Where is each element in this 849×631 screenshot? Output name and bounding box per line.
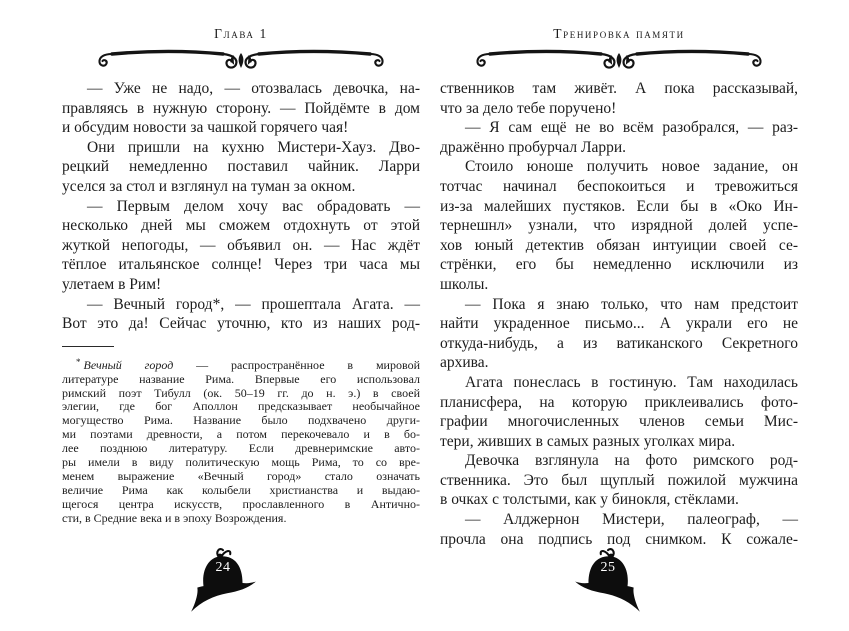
text-line: и обсудим новости за чашкой горячего чая! bbox=[62, 119, 349, 137]
footnote-marker: * bbox=[76, 356, 81, 367]
footnote-separator bbox=[62, 346, 114, 347]
text-line: несколько дней мы сможем отдохнуть от этой bbox=[62, 217, 420, 235]
text-line: уселся за стол и взглянул на туман за окном. bbox=[62, 177, 356, 195]
footnote-term: Вечный город bbox=[83, 357, 174, 372]
text-line: рецкий немедленно поставил чайник. Ларри bbox=[62, 158, 420, 176]
text-line: — Первым делом хочу вас обрадовать — bbox=[87, 197, 420, 215]
footnote-first-line bbox=[62, 356, 420, 373]
text-line: стрёнки, его бы немедленно исключили из bbox=[440, 256, 798, 274]
text-line: тери, живших в самых разных уголках мира. bbox=[440, 432, 736, 450]
text-line: Вот это да! Сейчас уточню, кто из наших род- bbox=[62, 315, 420, 333]
text-line: найти украденное письмо... А украли его не bbox=[440, 315, 798, 333]
footnote-line: ми поэтами древности, а потом перекочевало и в бо- bbox=[62, 427, 420, 442]
footnote-line: римский поэт Тибулл (ок. 50–19 гг. до н. э.) в своей bbox=[62, 385, 420, 400]
right-page bbox=[440, 26, 798, 549]
text-line: Девочка взглянула на фото римского род- bbox=[465, 452, 798, 470]
detective-hat-icon bbox=[573, 546, 643, 620]
text-line: Они пришли на кухню Мистери-Хауз. Дво- bbox=[87, 138, 420, 156]
footnote-line: щегося центра искусств, прославленного в Антично- bbox=[62, 496, 420, 511]
footnote-line: менем выражение «Вечный город» стало означать bbox=[62, 468, 420, 483]
text-line: — Вечный город*, — прошептала Агата. — bbox=[87, 295, 420, 313]
left-page bbox=[62, 26, 420, 526]
text-line: архива. bbox=[440, 354, 489, 372]
text-line: улетаем в Рим! bbox=[62, 275, 162, 293]
text-line: графии многочисленных членов семьи Мис- bbox=[440, 413, 798, 431]
footnote-line: могущество Рима. Название было подхвачено други- bbox=[62, 413, 420, 428]
text-line: тёплое итальянское солнце! Через три часа мы bbox=[62, 256, 420, 274]
text-line: дражённо пробурчал Ларри. bbox=[440, 138, 627, 156]
text-line: правляясь в нужную сторону. — Пойдёмте в дом bbox=[62, 99, 420, 117]
text-line: в очках с толстыми, как у бинокля, стёклами. bbox=[440, 491, 739, 509]
text-line: хов юный детектив обязан интуиции своей се- bbox=[440, 236, 798, 254]
right-page-body bbox=[440, 79, 798, 549]
text-line: Агата понеслась в гостиную. Там находилась bbox=[465, 373, 798, 391]
flourish-divider-icon bbox=[474, 44, 764, 74]
text-line: жуткой непогоды, — объявил он. — Нас ждёт bbox=[62, 236, 420, 254]
text-line: ственника. Это был щуплый пожилой мужчина bbox=[440, 471, 798, 489]
footnote bbox=[62, 356, 420, 526]
text-line: что за дело тебе поручено! bbox=[440, 99, 617, 117]
footnote-line: элегии, где бог Аполлон предсказывает необычайное bbox=[62, 399, 420, 414]
flourish-divider-icon bbox=[96, 44, 386, 74]
footnote-lines bbox=[62, 373, 420, 526]
text-line: планисфера, на которую приклеивались фото- bbox=[440, 393, 798, 411]
chapter-title-header: Тренировка памяти bbox=[553, 26, 685, 41]
page-number: 25 bbox=[600, 560, 616, 575]
page-number-badge-right bbox=[573, 546, 643, 620]
text-line: из-за малейших пустяков. Если бы в «Око Ин- bbox=[440, 197, 798, 215]
text-line: школы. bbox=[440, 275, 489, 293]
left-page-body bbox=[62, 79, 420, 334]
footnote-line: литературе название Рима. Впервые его использовал bbox=[62, 371, 420, 386]
text-line: прочла она подпись под снимком. К сожале- bbox=[440, 530, 798, 548]
text-line: — Пока я знаю только, что нам предстоит bbox=[465, 295, 798, 313]
text-line: откуда-нибудь, а из ватиканского Секретного bbox=[440, 334, 798, 352]
text-line: Стоило юноше получить новое задание, он bbox=[465, 158, 798, 176]
text-line: — Алджернон Мистери, палеограф, — bbox=[465, 511, 798, 529]
page-number: 24 bbox=[215, 560, 231, 575]
page-number-badge-left bbox=[188, 546, 258, 620]
text-line: тернешнл» узнали, что изрядной долей успе- bbox=[440, 217, 798, 235]
footnote-line: ры имели в виду политическую мощь Рима, то со вре- bbox=[62, 455, 420, 470]
footnote-line: лее позднюю литературу. Если древнеримские авто- bbox=[62, 441, 420, 456]
footnote-line: сти, в Средние века и в эпоху Возрождения. bbox=[62, 510, 287, 525]
footnote-text: — распространённое в мировой bbox=[173, 357, 420, 372]
footnote-line: величие Рима как колыбели христианства и выдаю- bbox=[62, 482, 420, 497]
detective-hat-icon bbox=[188, 546, 258, 620]
text-line: ственников там живёт. А пока рассказывай, bbox=[440, 80, 798, 97]
text-line: тотчас начинал беспокоиться и тревожиться bbox=[440, 177, 798, 195]
text-line: — Уже не надо, — отозвалась девочка, на- bbox=[87, 80, 420, 97]
chapter-header: Глава 1 bbox=[214, 26, 268, 41]
text-line: — Я сам ещё не во всём разобрался, — раз- bbox=[465, 119, 798, 137]
